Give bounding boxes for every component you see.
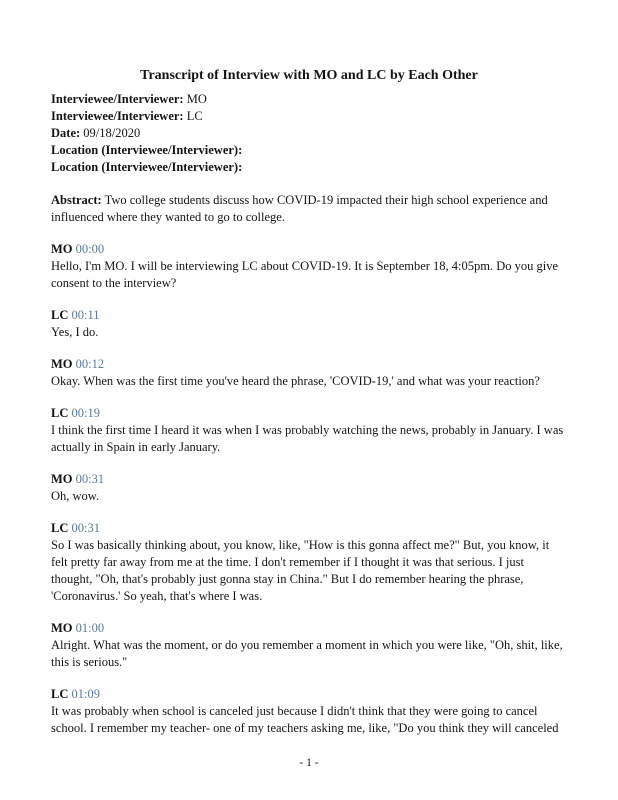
speaker-line — [51, 620, 567, 637]
transcript-turn — [51, 307, 567, 341]
meta-value: 09/18/2020 — [83, 126, 141, 140]
transcript-turn — [51, 471, 567, 505]
speaker-name: MO — [51, 242, 73, 256]
timestamp: 00:19 — [71, 406, 100, 420]
turn-text: Yes, I do. — [51, 325, 99, 339]
speaker-line — [51, 356, 567, 373]
transcript-turn — [51, 686, 567, 737]
meta-label: Location (Interviewee/Interviewer): — [51, 160, 243, 174]
speaker-name: LC — [51, 521, 69, 535]
meta-section — [51, 91, 567, 176]
speaker-line — [51, 307, 567, 324]
transcript-turn — [51, 620, 567, 671]
speaker-name: MO — [51, 621, 73, 635]
speaker-name: MO — [51, 357, 73, 371]
speaker-line — [51, 471, 567, 488]
timestamp: 00:31 — [71, 521, 100, 535]
turn-text: I think the first time I heard it was when I was probably watching the news, probably in January. I was actually in Spain in early January. — [51, 423, 564, 454]
meta-line — [51, 125, 567, 142]
timestamp: 00:00 — [75, 242, 105, 256]
speaker-name: LC — [51, 308, 69, 322]
meta-line — [51, 159, 567, 176]
transcript-turn — [51, 520, 567, 605]
turn-text: So I was basically thinking about, you know, like, "How is this gonna affect me?" But, you know, it felt pretty far away from me at the time. I don't remember if I thought it was that serious. I just thought, "Oh, that's probably just gonna stay in China." But I do remember hearing the phrase, 'Coronavirus.' So yeah, that's where I was. — [51, 538, 550, 603]
timestamp: 00:12 — [75, 357, 105, 371]
timestamp: 00:31 — [75, 472, 105, 486]
meta-label: Location (Interviewee/Interviewer): — [51, 143, 243, 157]
turn-text: Oh, wow. — [51, 489, 100, 503]
turn-text: It was probably when school is canceled just because I didn't think that they were going to cancel school. I remember my teacher- one of my teachers asking me, like, "Do you think they will canceled — [51, 704, 559, 735]
turn-text: Okay. When was the first time you've heard the phrase, 'COVID-19,' and what was your reaction? — [51, 374, 540, 388]
transcript-turn — [51, 241, 567, 292]
timestamp: 00:11 — [71, 308, 100, 322]
meta-label: Date: — [51, 126, 81, 140]
meta-line — [51, 91, 567, 108]
meta-label: Interviewee/Interviewer: — [51, 109, 184, 123]
speaker-line — [51, 405, 567, 422]
speaker-line — [51, 241, 567, 258]
timestamp: 01:00 — [75, 621, 105, 635]
speaker-name: LC — [51, 406, 69, 420]
abstract-label: Abstract: — [51, 193, 102, 207]
turn-text: Alright. What was the moment, or do you remember a moment in which you were like, "Oh, shit, like, this is serious." — [51, 638, 563, 669]
meta-value: MO — [186, 92, 207, 106]
meta-label: Interviewee/Interviewer: — [51, 92, 184, 106]
turn-text: Hello, I'm MO. I will be interviewing LC about COVID-19. It is September 18, 4:05pm. Do you give consent to the interview? — [51, 259, 559, 290]
speaker-name: MO — [51, 472, 73, 486]
speaker-name: LC — [51, 687, 69, 701]
page-number: - 1 - — [299, 757, 319, 769]
meta-line — [51, 142, 567, 159]
transcript-turns — [51, 241, 567, 737]
meta-line — [51, 108, 567, 125]
meta-value: LC — [186, 109, 203, 123]
transcript-turn — [51, 356, 567, 390]
speaker-line — [51, 520, 567, 537]
transcript-turn — [51, 405, 567, 456]
abstract-paragraph — [51, 192, 567, 226]
abstract-text: Two college students discuss how COVID-19 impacted their high school experience and influenced where they wanted to go to college. — [51, 193, 548, 224]
speaker-line — [51, 686, 567, 703]
document-title: Transcript of Interview with MO and LC by Each Other — [140, 68, 478, 83]
timestamp: 01:09 — [71, 687, 100, 701]
